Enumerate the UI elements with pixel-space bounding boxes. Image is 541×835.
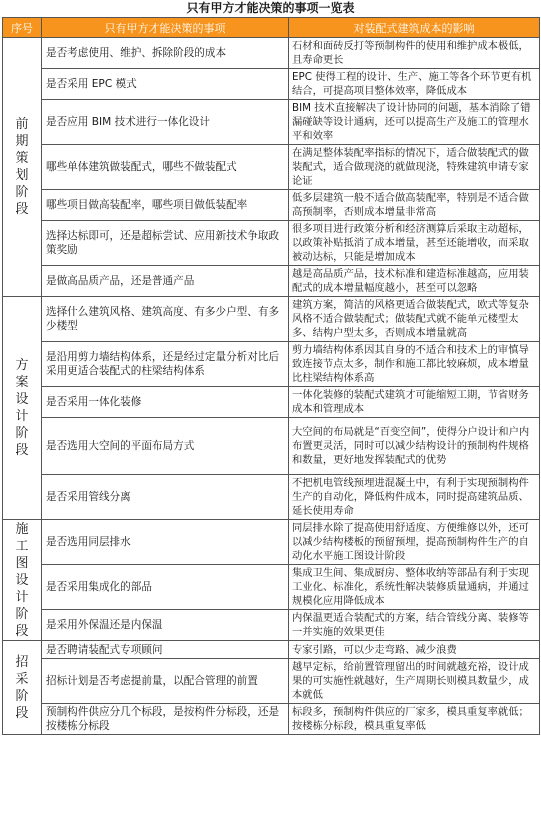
cost-impact-cell: 大空间的布局就是“百变空间”，使得分户设计和户内布置更灵活，同时可以减少结构设计的预制构件规格和数量，更好地发挥装配式的优势	[289, 418, 540, 475]
table-row	[3, 610, 540, 641]
decision-item-cell: 是否采用 EPC 模式	[42, 69, 289, 100]
decision-item-cell: 是否采用一体化装修	[42, 387, 289, 418]
table-row	[3, 387, 540, 418]
table-row	[3, 565, 540, 610]
table-row	[3, 145, 540, 190]
table-row	[3, 418, 540, 475]
table-row	[3, 266, 540, 297]
header-impact: 对装配式建筑成本的影响	[289, 18, 540, 38]
decision-item-cell: 哪些单体建筑做装配式，哪些不做装配式	[42, 145, 289, 190]
table-row	[3, 641, 540, 659]
cost-impact-cell: 剪力墙结构体系因其自身的不适合和技术上的审慎导致连接节点太多，制作和施工都比较麻烦，成本增量比柱梁结构体系高	[289, 342, 540, 387]
table-row	[3, 659, 540, 704]
decision-item-cell: 是否选用同层排水	[42, 520, 289, 565]
cost-impact-cell: 越是高品质产品，技术标准和建造标准越高，应用装配式的成本增量幅度越小，甚至可以忽略	[289, 266, 540, 297]
cost-impact-cell: 越早定标，给前置管理留出的时间就越充裕，设计成果的可实施性就越好，生产周期长则模具数量少，成本就低	[289, 659, 540, 704]
cost-impact-cell: 低多层建筑一般不适合做高装配率，特别是不适合做高预制率，否则成本增量非常高	[289, 190, 540, 221]
decision-item-cell: 招标计划是否考虑提前量，以配合管理的前置	[42, 659, 289, 704]
cost-impact-cell: 一体化装修的装配式建筑才可能缩短工期，节省财务成本和管理成本	[289, 387, 540, 418]
table-row	[3, 704, 540, 735]
decision-item-cell: 是否聘请装配式专项顾问	[42, 641, 289, 659]
table-row	[3, 297, 540, 342]
table-row	[3, 520, 540, 565]
header-item: 只有甲方才能决策的事项	[42, 18, 289, 38]
decision-item-cell: 是否采用集成化的部品	[42, 565, 289, 610]
phase-label: 招采阶段	[15, 654, 29, 721]
cost-impact-cell: 很多项目进行政策分析和经济测算后采取主动超标，以政策补贴抵消了成本增量，甚至还能增收，而采取被动达标，只能是增加成本	[289, 221, 540, 266]
cost-impact-cell: 建筑方案，简洁的风格更适合做装配式，欧式等复杂风格不适合做装配式；做装配式就不能单元楼型太多、结构户型太多，否则成本增量就高	[289, 297, 540, 342]
page-title: 只有甲方才能决策的事项一览表	[186, 1, 355, 15]
cost-impact-cell: 专家引路，可以少走弯路、减少浪费	[289, 641, 540, 659]
table-row	[3, 342, 540, 387]
phase-label: 前期策划阶段	[15, 117, 29, 217]
decision-table	[2, 17, 540, 735]
cost-impact-cell: 内保温更适合装配式的方案，结合管线分离、装修等一并实施的效果更佳	[289, 610, 540, 641]
table-row	[3, 190, 540, 221]
phase-label: 方案设计阶段	[15, 358, 29, 458]
phase-cell	[3, 641, 42, 735]
cost-impact-cell: 同层排水除了提高使用舒适度、方便维修以外，还可以减少结构楼板的预留预埋，提高预制构件生产的自动化水平施工图设计阶段	[289, 520, 540, 565]
decision-item-cell: 哪些项目做高装配率，哪些项目做低装配率	[42, 190, 289, 221]
table-body	[3, 38, 540, 735]
decision-item-cell: 选择达标即可，还是超标尝试、应用新技术争取政策奖励	[42, 221, 289, 266]
table-row	[3, 38, 540, 69]
decision-item-cell: 是否考虑使用、维护、拆除阶段的成本	[42, 38, 289, 69]
table-row	[3, 221, 540, 266]
cost-impact-cell: EPC 使得工程的设计、生产、施工等各个环节更有机结合，可提高项目整体效率，降低成本	[289, 69, 540, 100]
table-row	[3, 100, 540, 145]
decision-item-cell: 选择什么建筑风格、建筑高度、有多少户型、有多少楼型	[42, 297, 289, 342]
phase-label: 施工图设计阶段	[15, 521, 29, 639]
decision-item-cell: 是否采用管线分离	[42, 475, 289, 520]
table-row	[3, 475, 540, 520]
table-row	[3, 69, 540, 100]
header-no: 序号	[3, 18, 42, 38]
cost-impact-cell: 在满足整体装配率指标的情况下，适合做装配式的做装配式，适合做现浇的就做现浇，特殊建筑申请专家论证	[289, 145, 540, 190]
cost-impact-cell: 不把机电管线预埋进混凝土中，有利于实现预制构件生产的自动化，降低构件成本，同时提高建筑品质、延长使用寿命	[289, 475, 540, 520]
table-header-row	[3, 18, 540, 38]
phase-cell	[3, 297, 42, 520]
cost-impact-cell: 集成卫生间、集成厨房、整体收纳等部品有利于实现工业化、标准化，系统性解决装修质量通病，并通过规模化应用降低成本	[289, 565, 540, 610]
cost-impact-cell: 石材和面砖反打等预制构件的使用和维护成本极低，且寿命更长	[289, 38, 540, 69]
decision-item-cell: 预制构件供应分几个标段，是按构件分标段，还是按楼栋分标段	[42, 704, 289, 735]
decision-item-cell: 是否选用大空间的平面布局方式	[42, 418, 289, 475]
decision-item-cell: 是采用外保温还是内保温	[42, 610, 289, 641]
decision-item-cell: 是否应用 BIM 技术进行一体化设计	[42, 100, 289, 145]
decision-item-cell: 是沿用剪力墙结构体系，还是经过定量分析对比后采用更适合装配式的柱梁结构体系	[42, 342, 289, 387]
phase-cell	[3, 38, 42, 297]
phase-cell	[3, 520, 42, 641]
cost-impact-cell: BIM 技术直接解决了设计协同的问题，基本消除了错漏碰缺等设计通病，还可以提高生产及施工的管理水平和效率	[289, 100, 540, 145]
cost-impact-cell: 标段多，预制构件供应的厂家多，模具重复率就低；按楼栋分标段，模具重复率低	[289, 704, 540, 735]
decision-item-cell: 是做高品质产品，还是普通产品	[42, 266, 289, 297]
